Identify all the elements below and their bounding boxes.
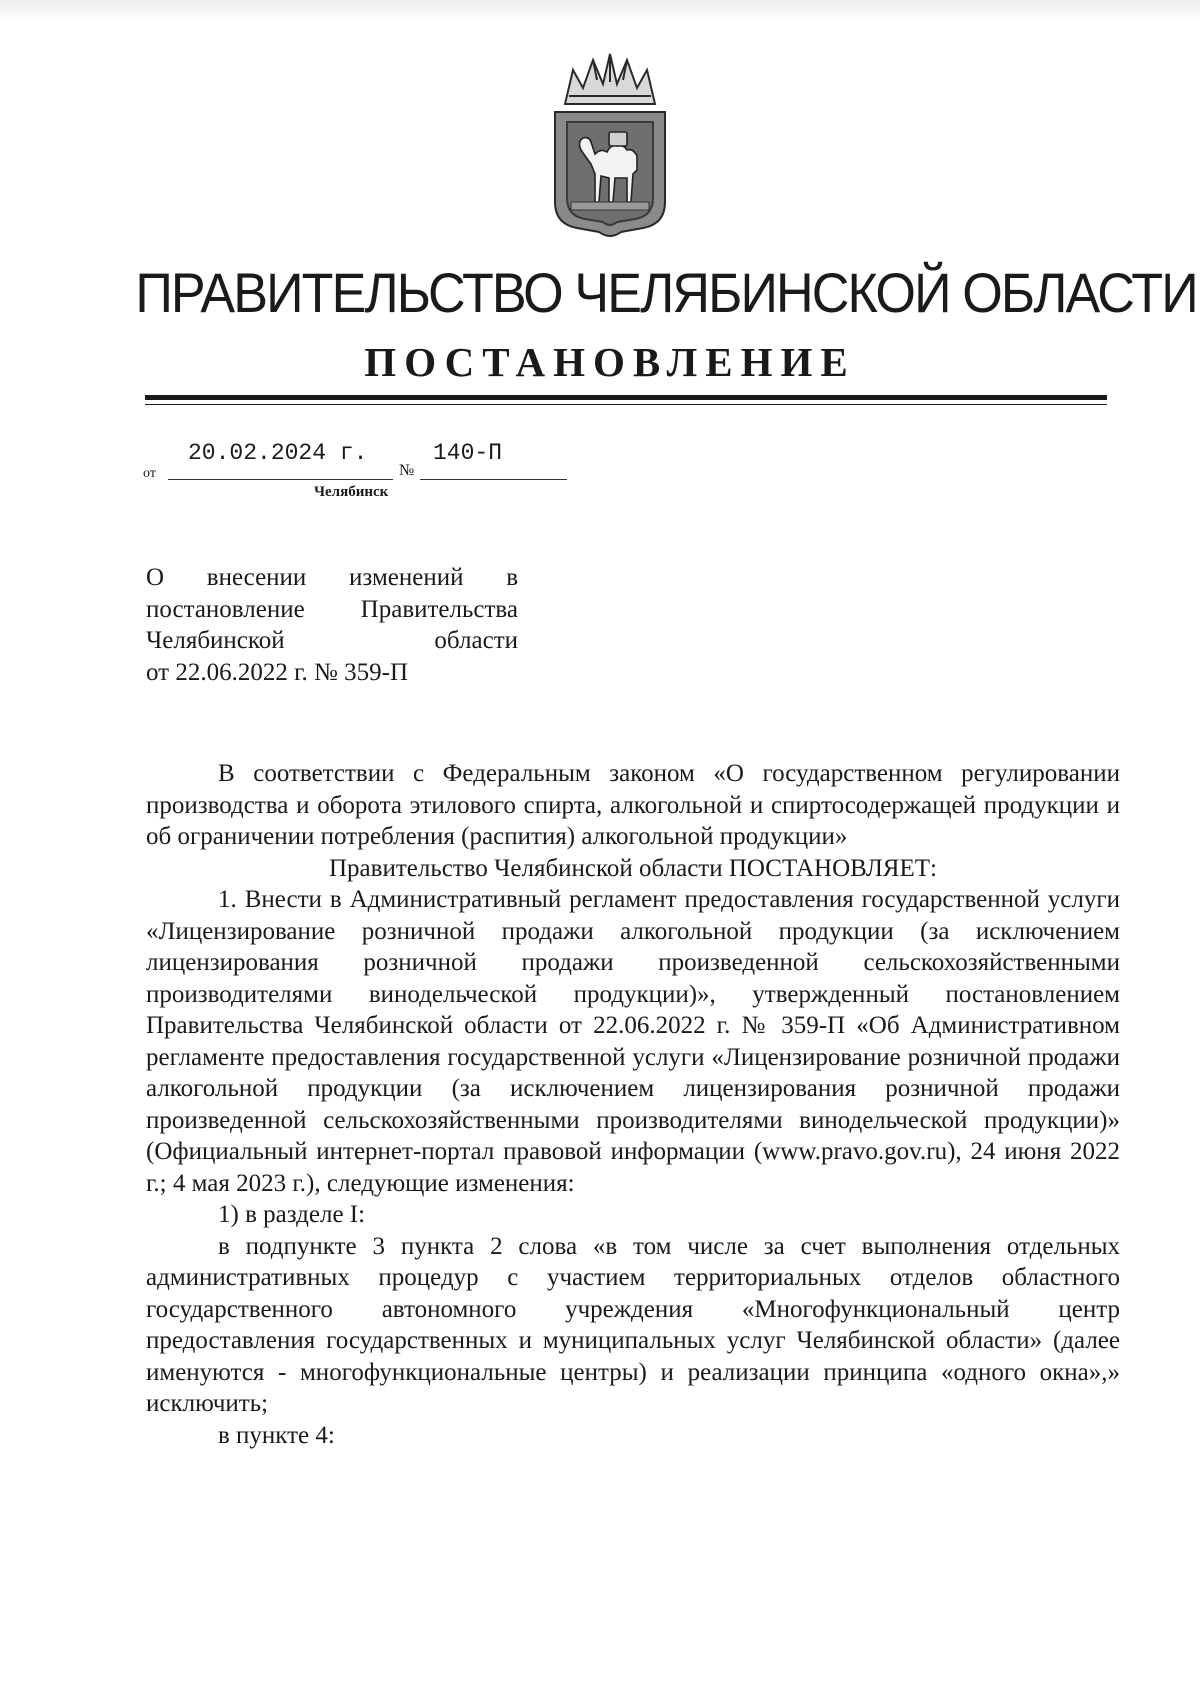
resolves-line: Правительство Челябинской области ПОСТАНОВЛЯЕТ: [329,854,937,882]
city-name: Челябинск [314,484,389,500]
scan-edge [0,0,1200,22]
subject-line: от 22.06.2022 г. № 359-П [146,658,409,686]
point-4-line: в пункте 4: [218,1421,335,1449]
date-label: от [143,466,156,481]
coat-of-arms-emblem [545,52,675,242]
section-1-line: 1) в разделе I: [218,1201,366,1228]
crown-icon [565,54,655,104]
item-1-paragraph: 1. Внести в Административный регламент предоставления государственной услуги «Лицензирование розничной продажи алкогольной продукции (за исключением лицензирования розничной продажи произведенной сельскохозяйственными производителями винодельческой продукции)», утвержденный постановлением Правительства Челябинской области от 22.06.2022 г. № 359-П «Об Административном регламенте предоставления государственной услуги «Лицензирование розничной продажи алкогольной продукции (за исключением лицензирования розничной продажи произведенной сельскохозяйственными производителями винодельческой продукции)» (Официальный интернет-портал правовой информации (www.pravo.gov.ru), 24 июня 2022 г.; 4 мая 2023 г.), следующие изменения: [146,886,1120,1197]
header-rule-thin [145,404,1107,405]
preamble-paragraph: В соответствии с Федеральным законом «О государственном регулировании производства и оборота этилового спирта, алкогольной и спиртосодержащей продукции и об ограничении потребления (распития) алкогольной продукции» [146,760,1120,850]
subject-line: Челябинской области [146,627,518,654]
subject-line: О внесении изменений в [146,564,518,591]
document-number: 140-П [433,440,503,466]
number-underline [420,479,567,480]
date-underline [168,479,393,480]
document-subject [146,562,518,688]
number-label: № [399,462,415,479]
subpoint-paragraph: в подпункте 3 пункта 2 слова «в том числе за счет выполнения отдельных административных процедур с участием территориальных отделов областного государственного автономного учреждения «Многофункциональный центр предоставления государственных и муниципальных услуг Челябинской области» (далее именуются - многофункциональные центры) и реализации принципа «одного окна»,» исключить; [146,1232,1120,1417]
document-type-heading: ПОСТАНОВЛЕНИЕ [364,339,856,385]
document-body [146,758,1120,1451]
subject-line: постановление Правительства [146,595,518,623]
document-date: 20.02.2024 г. [188,440,368,466]
header-rule-thick [145,395,1107,400]
government-title: ПРАВИТЕЛЬСТВО ЧЕЛЯБИНСКОЙ ОБЛАСТИ [135,261,1197,324]
